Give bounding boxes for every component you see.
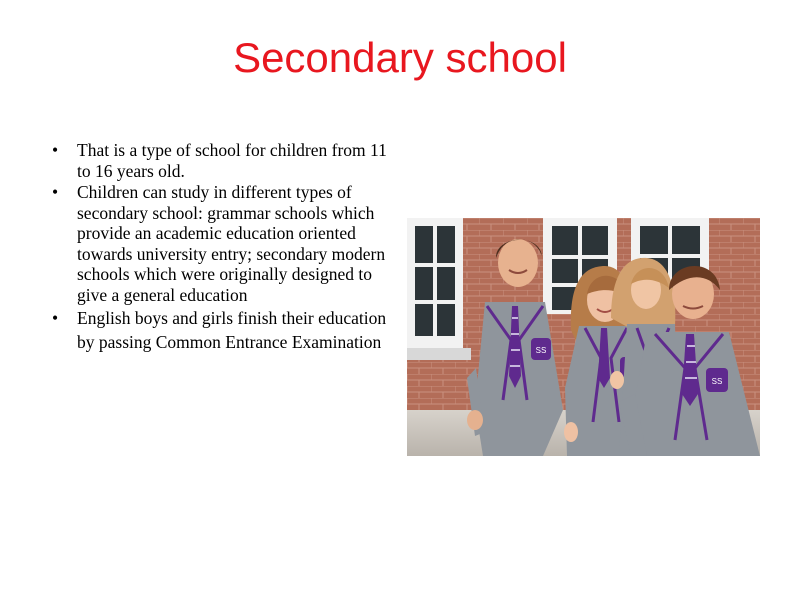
- svg-text:SS: SS: [711, 377, 723, 386]
- bullet-text: • That is a type of school for children from 11 to 16 years old.: [77, 140, 387, 181]
- window-left: [407, 218, 471, 360]
- svg-text:SS: SS: [535, 346, 547, 355]
- students-photo: [407, 218, 760, 456]
- bullet-item: [52, 306, 390, 354]
- bullet-text: • English boys and girls finish their education by passing Common Entrance Examination: [77, 308, 387, 352]
- slide-title: Secondary school: [233, 34, 567, 81]
- bullet-item: [52, 182, 390, 305]
- students-illustration: [407, 218, 760, 456]
- bullet-item: [52, 140, 390, 181]
- bullet-text: • Children can study in different types of secondary school: grammar schools which provide an academic education oriented towards university entry; secondary modern schools which were originally designed to give a general education: [77, 182, 386, 305]
- bullet-list: [52, 140, 390, 355]
